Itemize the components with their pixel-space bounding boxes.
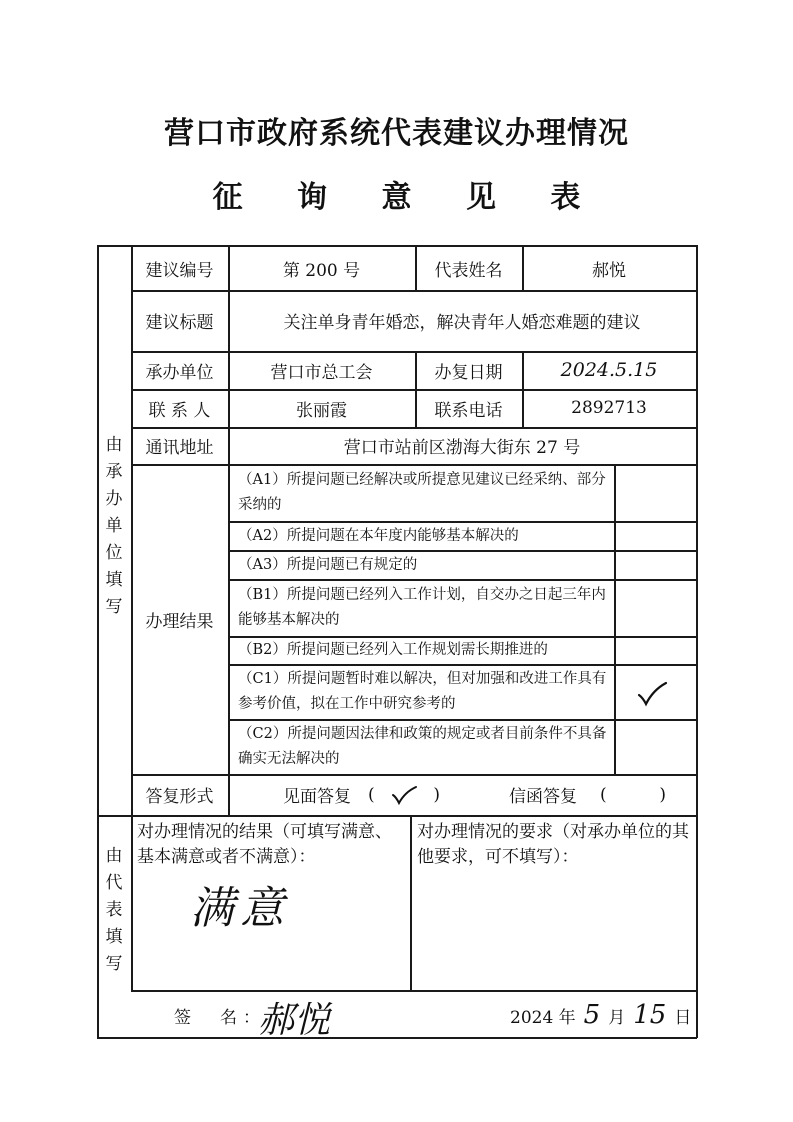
signature-label: 签 名：: [174, 1008, 266, 1028]
signature-value: 郝悦: [258, 1000, 331, 1041]
option-c2: （C2）所提问题因法律和政策的规定或者目前条件不具备确实无法解决的: [238, 726, 607, 767]
rep-section-label: 由代表填写: [105, 846, 123, 974]
month-char: 月: [608, 1008, 626, 1028]
option-b1: （B1）所提问题已经列入工作计划，自交办之日起三年内能够基本解决的: [238, 587, 606, 628]
phone-label: 联系电话: [434, 400, 503, 421]
date-day: 15: [633, 1000, 667, 1030]
address-label: 通讯地址: [145, 438, 214, 458]
face-reply-check-icon: [390, 784, 418, 806]
letter-reply-label: 信函答复: [509, 787, 577, 807]
rep-name-value: 郝悦: [592, 260, 626, 281]
date-year: 2024 年: [510, 1008, 576, 1028]
rep-name-label: 代表姓名: [434, 260, 503, 281]
document-title: 营口市政府系统代表建议办理情况: [164, 116, 629, 151]
letter-reply-bracket: ( ): [600, 784, 666, 805]
face-reply-bracket: ( ): [368, 784, 440, 805]
contact-value: 张丽霞: [296, 400, 347, 421]
date-month: 5: [583, 1000, 601, 1030]
address-value: 营口市站前区渤海大街东 27 号: [343, 438, 581, 458]
unit-label: 承办单位: [145, 362, 214, 383]
satisfaction-prompt: 对办理情况的结果（可填写满意、基本满意或者不满意）：: [137, 822, 392, 867]
requirements-prompt: 对办理情况的要求（对承办单位的其他要求，可不填写）：: [417, 822, 689, 867]
proposal-no-value: 第 200 号: [282, 260, 361, 281]
reply-form-label: 答复形式: [145, 787, 214, 807]
proposal-title-label: 建议标题: [145, 313, 214, 333]
document-subtitle: 征 询 意 见 表: [212, 180, 603, 215]
contact-label: 联 系 人: [148, 400, 211, 421]
option-a2: （A2）所提问题在本年度内能够基本解决的: [238, 527, 519, 544]
proposal-no-label: 建议编号: [145, 260, 214, 281]
option-a1: （A1）所提问题已经解决或所提意见建议已经采纳、部分采纳的: [238, 472, 606, 513]
unit-value: 营口市总工会: [270, 362, 373, 383]
phone-value: 2892713: [571, 398, 647, 418]
reply-date-label: 办复日期: [434, 362, 503, 383]
checkmark-icon: [636, 680, 668, 708]
satisfaction-value: 满意: [190, 883, 290, 934]
sign-date: [510, 1000, 691, 1030]
option-a3: （A3）所提问题已有规定的: [238, 556, 418, 573]
day-char: 日: [674, 1008, 692, 1028]
face-reply-label: 见面答复: [283, 787, 351, 807]
option-b2: （B2）所提问题已经列入工作规划需长期推进的: [238, 642, 548, 658]
result-label: 办理结果: [145, 611, 214, 632]
handler-section-label: 由承办单位填写: [105, 435, 123, 617]
reply-date-value: 2024.5.15: [560, 359, 658, 381]
proposal-title-value: 关注单身青年婚恋，解决青年人婚恋难题的建议: [283, 313, 641, 333]
option-c1: （C1）所提问题暂时难以解决，但对加强和改进工作具有参考价值，拟在工作中研究参考的: [238, 671, 607, 712]
